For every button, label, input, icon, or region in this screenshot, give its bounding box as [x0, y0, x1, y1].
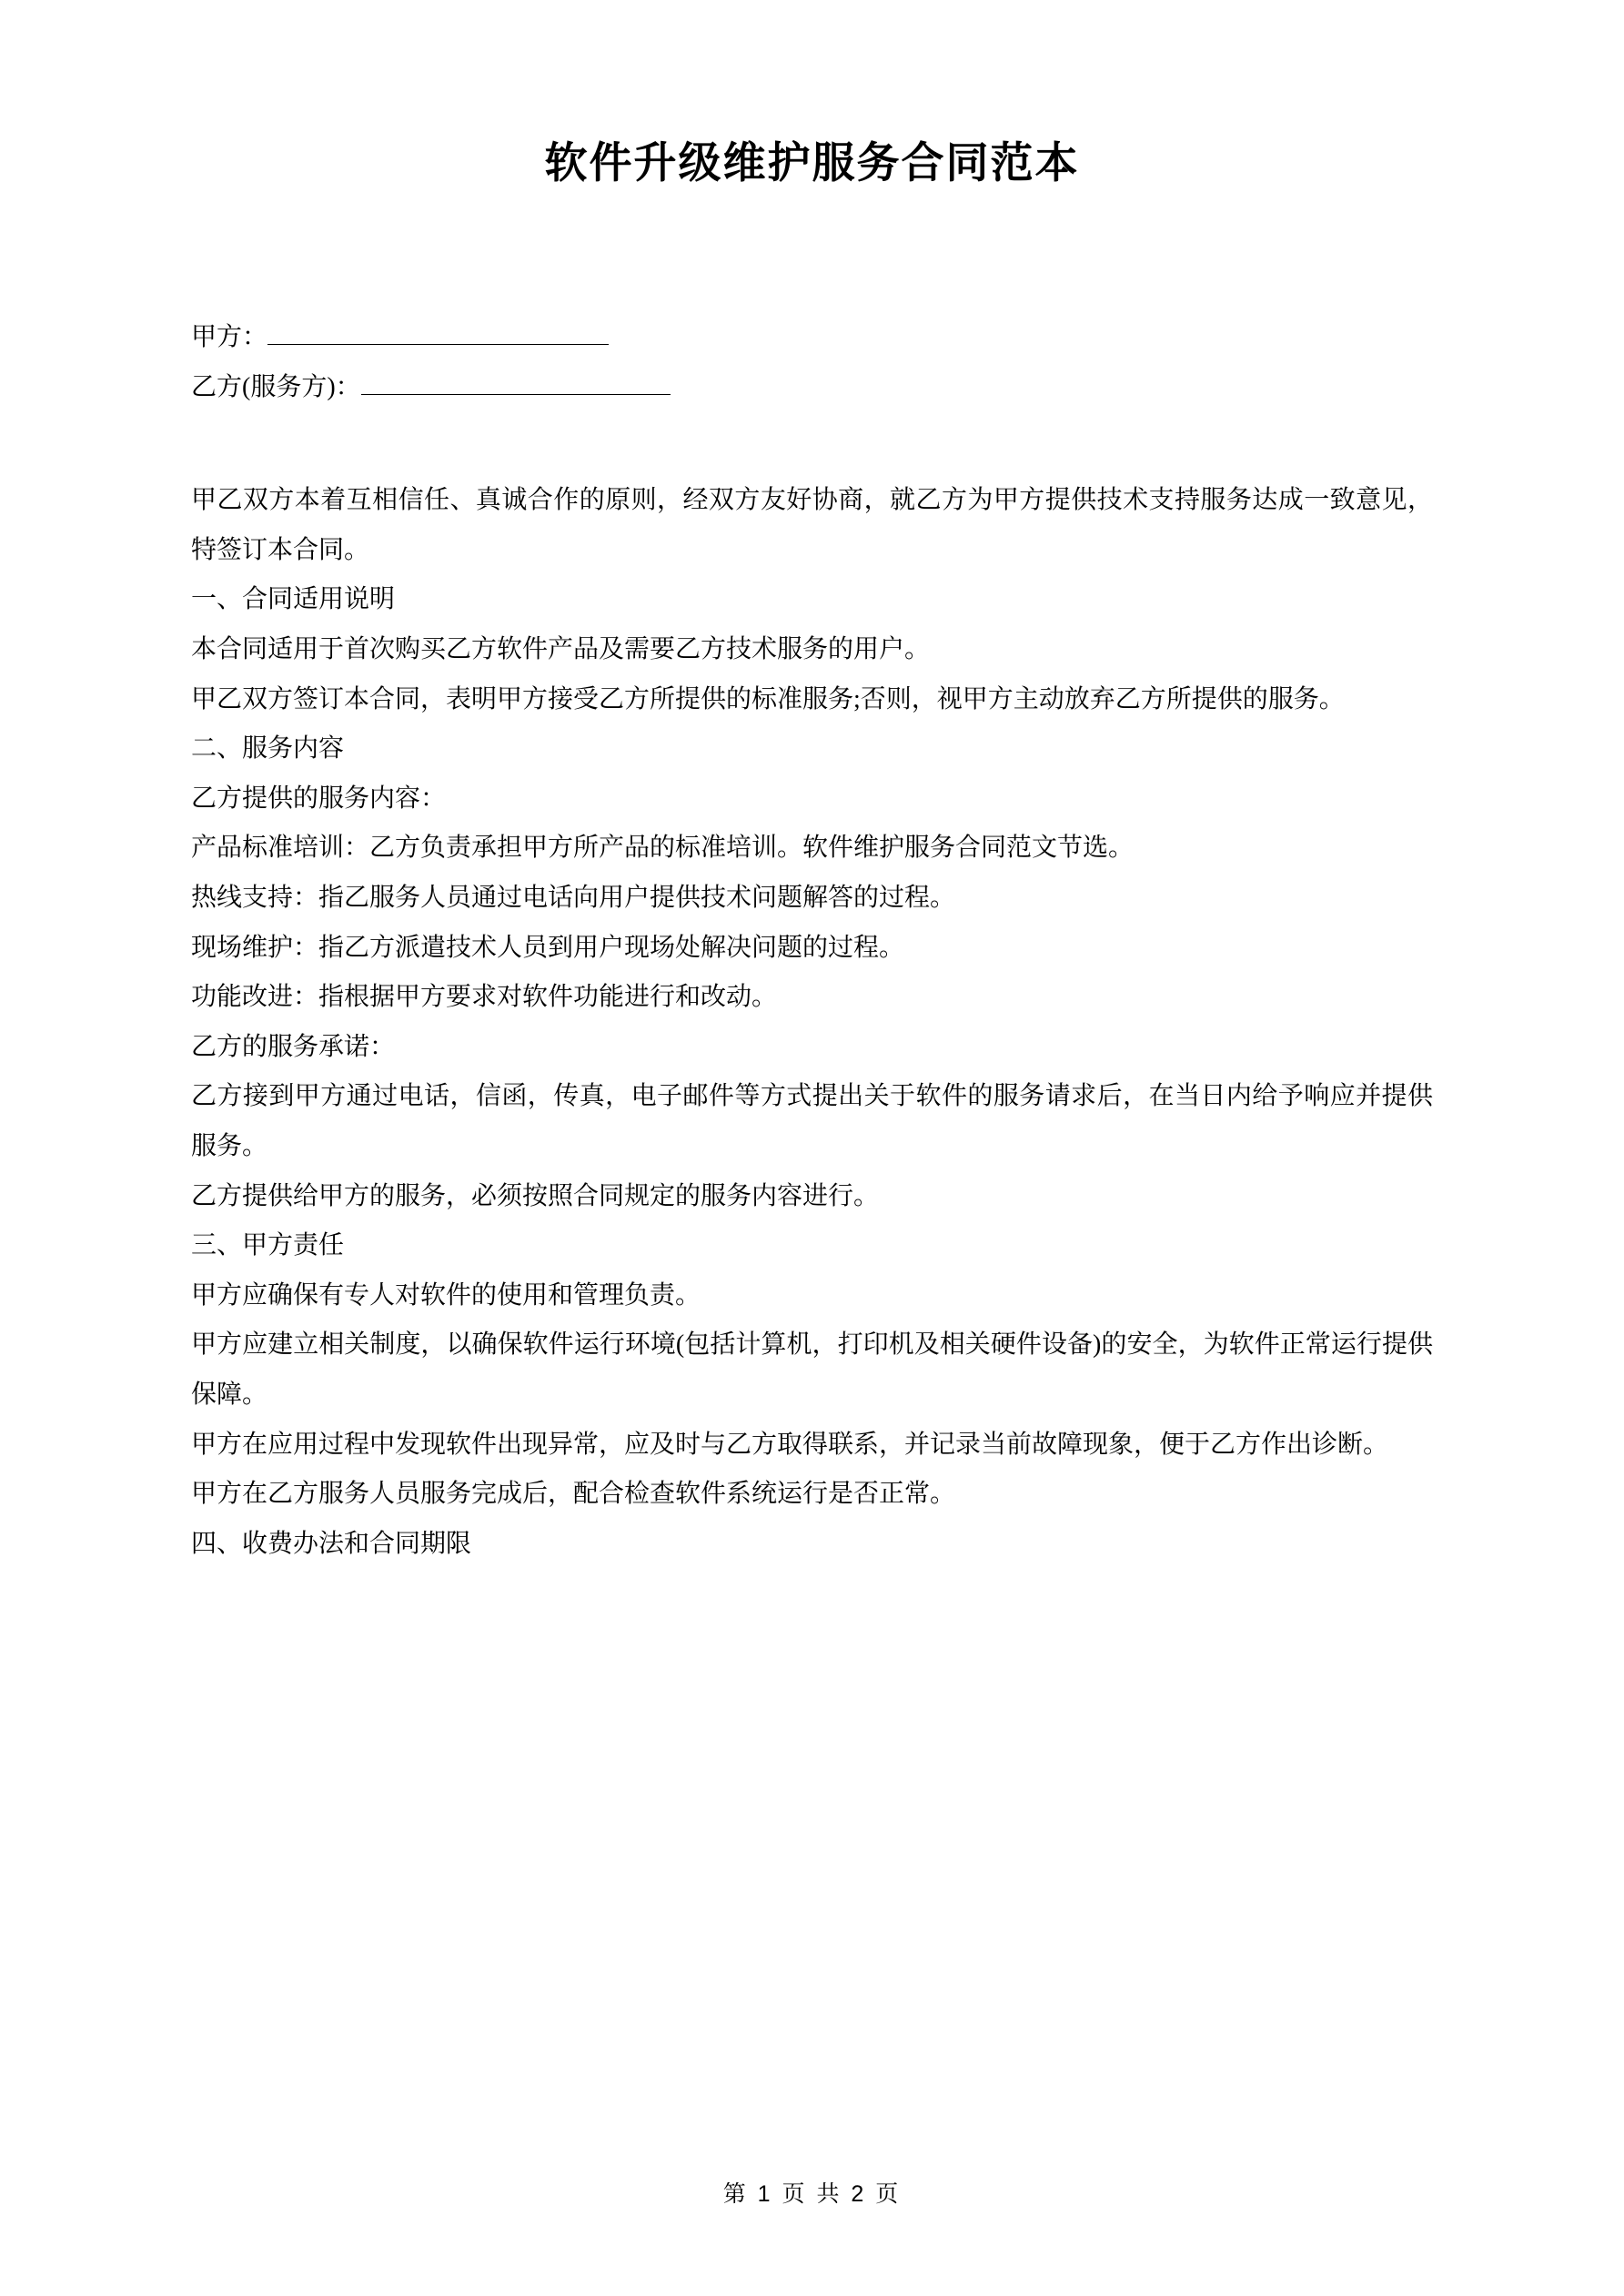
paragraph: 乙方提供的服务内容： — [191, 784, 447, 813]
paragraph: 热线支持：指乙服务人员通过电话向用户提供技术问题解答的过程。 — [191, 884, 956, 913]
paragraph: 产品标准培训：乙方负责承担甲方所产品的标准培训。软件维护服务合同范文节选。 — [191, 834, 1135, 863]
section-heading-1: 一、合同适用说明 — [191, 585, 396, 614]
section-heading-3: 三、甲方责任 — [191, 1231, 345, 1260]
paragraph: 甲乙双方签订本合同，表明甲方接受乙方所提供的标准服务;否则，视甲方主动放弃乙方所提供的服务。 — [191, 684, 1345, 713]
paragraph: 乙方提供给甲方的服务，必须按照合同规定的服务内容进行。 — [191, 1181, 880, 1210]
party-blank-jiafang[interactable] — [267, 320, 609, 345]
party-line-second — [191, 363, 1433, 413]
page-title: 软件升级维护服务合同范本 — [544, 138, 1080, 187]
paragraph: 功能改进：指根据甲方要求对软件功能进行和改动。 — [191, 983, 778, 1012]
paragraph: 甲乙双方本着互相信任、真诚合作的原则，经双方友好协商，就乙方为甲方提供技术支持服务达成一致意见，特签订本合同。 — [191, 486, 1433, 564]
party-label-jiafang: 甲方： — [191, 323, 268, 352]
party-fields — [191, 313, 1433, 412]
paragraph: 甲方应确保有专人对软件的使用和管理负责。 — [191, 1280, 701, 1310]
paragraph: 乙方的服务承诺： — [191, 1032, 396, 1061]
paragraph: 本合同适用于首次购买乙方软件产品及需要乙方技术服务的用户。 — [191, 635, 931, 664]
party-line-first — [191, 313, 1433, 363]
party-blank-yifang[interactable] — [361, 370, 671, 395]
paragraph: 甲方应建立相关制度，以确保软件运行环境(包括计算机，打印机及相关硬件设备)的安全，为软件正常运行提供保障。 — [191, 1330, 1433, 1409]
document-body — [191, 476, 1433, 1569]
page-footer: 第 1 页 共 2 页 — [722, 2181, 902, 2207]
paragraph: 现场维护：指乙方派遣技术人员到用户现场处解决问题的过程。 — [191, 933, 905, 962]
section-heading-4: 四、收费办法和合同期限 — [191, 1529, 472, 1558]
party-label-yifang: 乙方(服务方)： — [191, 372, 361, 401]
paragraph: 甲方在应用过程中发现软件出现异常，应及时与乙方取得联系，并记录当前故障现象，便于乙方作出诊断。 — [191, 1430, 1389, 1459]
paragraph: 乙方接到甲方通过电话，信函，传真，电子邮件等方式提出关于软件的服务请求后，在当日内给予响应并提供服务。 — [191, 1082, 1433, 1160]
section-heading-2: 二、服务内容 — [191, 734, 345, 764]
paragraph: 甲方在乙方服务人员服务完成后，配合检查软件系统运行是否正常。 — [191, 1480, 956, 1509]
